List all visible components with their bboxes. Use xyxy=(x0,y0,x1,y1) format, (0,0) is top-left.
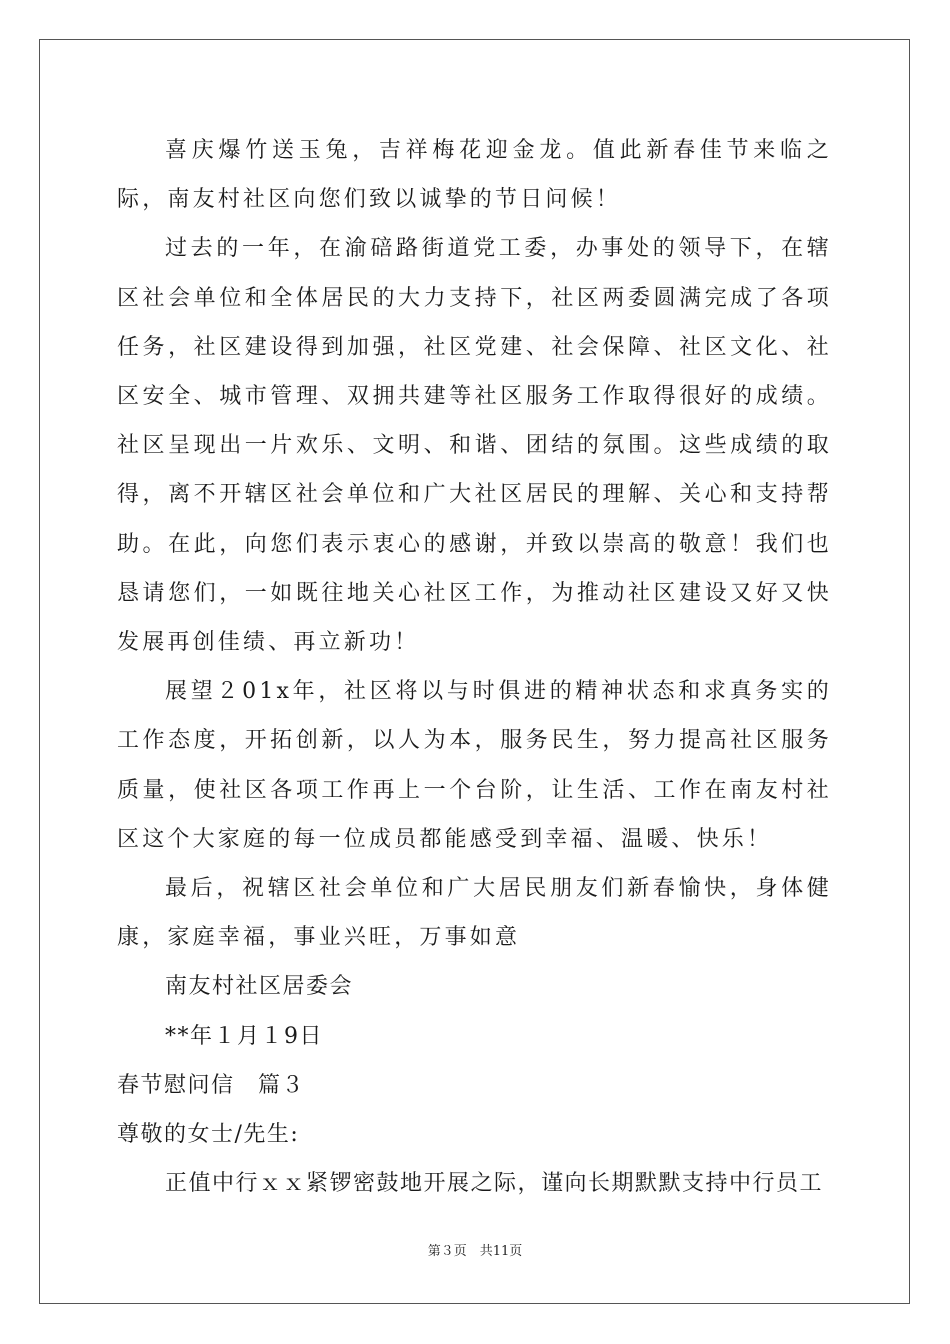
paragraph-greeting: 喜庆爆竹送玉兔，吉祥梅花迎金龙。值此新春佳节来临之际，南友村社区向您们致以诚挚的节日问候！ xyxy=(117,138,832,213)
letter-date: **年１月１9日 xyxy=(165,1023,323,1049)
salutation: 尊敬的女士/先生: xyxy=(117,1122,300,1148)
paragraph-opening: 正值中行ｘｘ紧锣密鼓地开展之际，谨向长期默默支持中行员工 xyxy=(165,1171,824,1197)
paragraph-review: 过去的一年，在渝碚路街道党工委，办事处的领导下，在辖区社会单位和全体居民的大力支持下，社区两委圆满完成了各项任务，社区建设得到加强，社区党建、社会保障、社区文化、社区安全、城市管理、双拥共建等社区服务工作取得很好的成绩。社区呈现出一片欢乐、文明、和谐、团结的氛围。这些成绩的取得，离不开辖区社会单位和广大社区居民的理解、关心和支持帮助。在此，向您们表示衷心的感谢，并致以崇高的敬意！我们也恳请您们，一如既往地关心社区工作，为推动社区建设又好又快发展再创佳绩、再立新功！ xyxy=(117,236,832,656)
page-number: 第３页 共11页 xyxy=(427,1244,523,1259)
document-body xyxy=(117,126,832,1208)
paragraph-outlook: 展望２01x年，社区将以与时俱进的精神状态和求真务实的工作态度，开拓创新，以人为本，服务民生，努力提高社区服务质量，使社区各项工作再上一个台阶，让生活、工作在南友村社区这个大家庭的每一位成员都能感受到幸福、温暖、快乐！ xyxy=(117,679,832,852)
signature: 南友村社区居委会 xyxy=(165,974,354,1000)
paragraph-wishes: 最后，祝辖区社会单位和广大居民朋友们新春愉快，身体健康，家庭幸福，事业兴旺，万事如意 xyxy=(117,876,832,951)
section-title: 春节慰问信 篇３ xyxy=(117,1072,306,1098)
